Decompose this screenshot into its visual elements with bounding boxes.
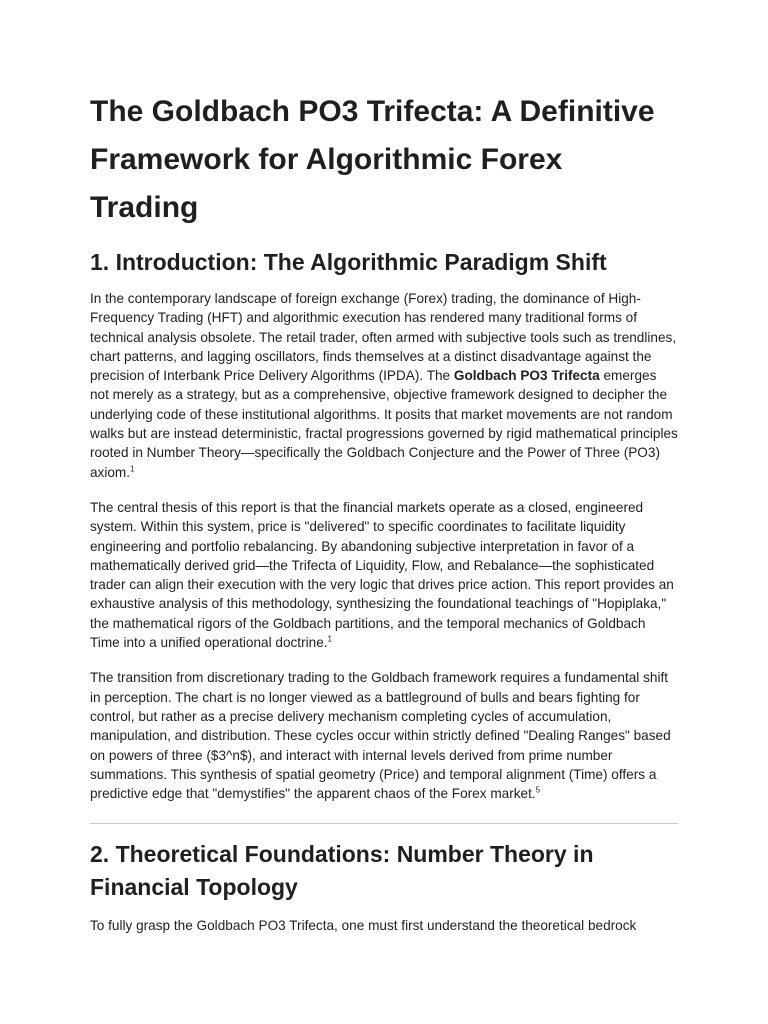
paragraph-text: The transition from discretionary trading to the Goldbach framework requires a fundamental shift in perception. The chart is no longer viewed as a battleground of bulls and bears fighting for control, but rather as a precise delivery mechanism completing cycles of accumulation, manipulation, and distribution. These cycles occur within strictly defined "Dealing Ranges" based on powers of three ($3^n$), and interact with internal levels derived from prime number summations. This synthesis of spatial geometry (Price) and temporal alignment (Time) offers a predictive edge that "demystifies" the apparent chaos of the Forex market. [90, 670, 671, 802]
section-1-paragraph-2 [90, 498, 678, 652]
bold-term: Goldbach PO3 Trifecta [453, 368, 600, 384]
section-2-heading: 2. Theoretical Foundations: Number Theory in Financial Topology [90, 841, 594, 901]
section-2-paragraph-1: To fully grasp the Goldbach PO3 Trifecta, one must first understand the theoretical bedrock [90, 918, 637, 934]
paragraph-text: emerges not merely as a strategy, but as a comprehensive, objective framework designed to decipher the underlying code of these institutional algorithms. It posits that market movements are not random walks but are instead deterministic, fractal progressions governed by rigid mathematical principles rooted in Number Theory—specifically the Goldbach Conjecture and the Power of Three (PO3) axiom. [90, 368, 678, 480]
section-divider [90, 823, 678, 824]
section-1-heading: 1. Introduction: The Algorithmic Paradigm Shift [90, 249, 607, 275]
document-title: The Goldbach PO3 Trifecta: A Definitive Framework for Algorithmic Forex Trading [90, 95, 655, 224]
paragraph-text: In the contemporary landscape of foreign exchange (Forex) trading, the dominance of High-Frequency Trading (HFT) and algorithmic execution has rendered many traditional forms of technical analysis obsolete. The retail trader, often armed with subjective tools such as trendlines, chart patterns, and lagging oscillators, finds themselves at a distinct disadvantage against the precision of Interbank Price Delivery Algorithms (IPDA). The [90, 291, 677, 384]
paragraph-text: The central thesis of this report is that the financial markets operate as a closed, engineered system. Within this system, price is "delivered" to specific coordinates to facilitate liquidity engineering and portfolio rebalancing. By abandoning subjective interpretation in favor of a mathematically derived grid—the Trifecta of Liquidity, Flow, and Rebalance—the sophisticated trader can align their execution with the very logic that drives price action. This report provides an exhaustive analysis of this methodology, synthesizing the foundational teachings of "Hopiplaka," the mathematical rigors of the Goldbach partitions, and the temporal mechanics of Goldbach Time into a unified operational doctrine. [90, 499, 674, 651]
section-1-body [90, 289, 678, 803]
footnote-ref[interactable]: 1 [130, 464, 135, 474]
footnote-ref[interactable]: 5 [535, 785, 541, 795]
footnote-ref[interactable]: 1 [327, 634, 332, 644]
section-1-paragraph-1 [90, 289, 678, 482]
section-2-body [90, 916, 678, 935]
section-1-paragraph-3 [90, 668, 678, 803]
